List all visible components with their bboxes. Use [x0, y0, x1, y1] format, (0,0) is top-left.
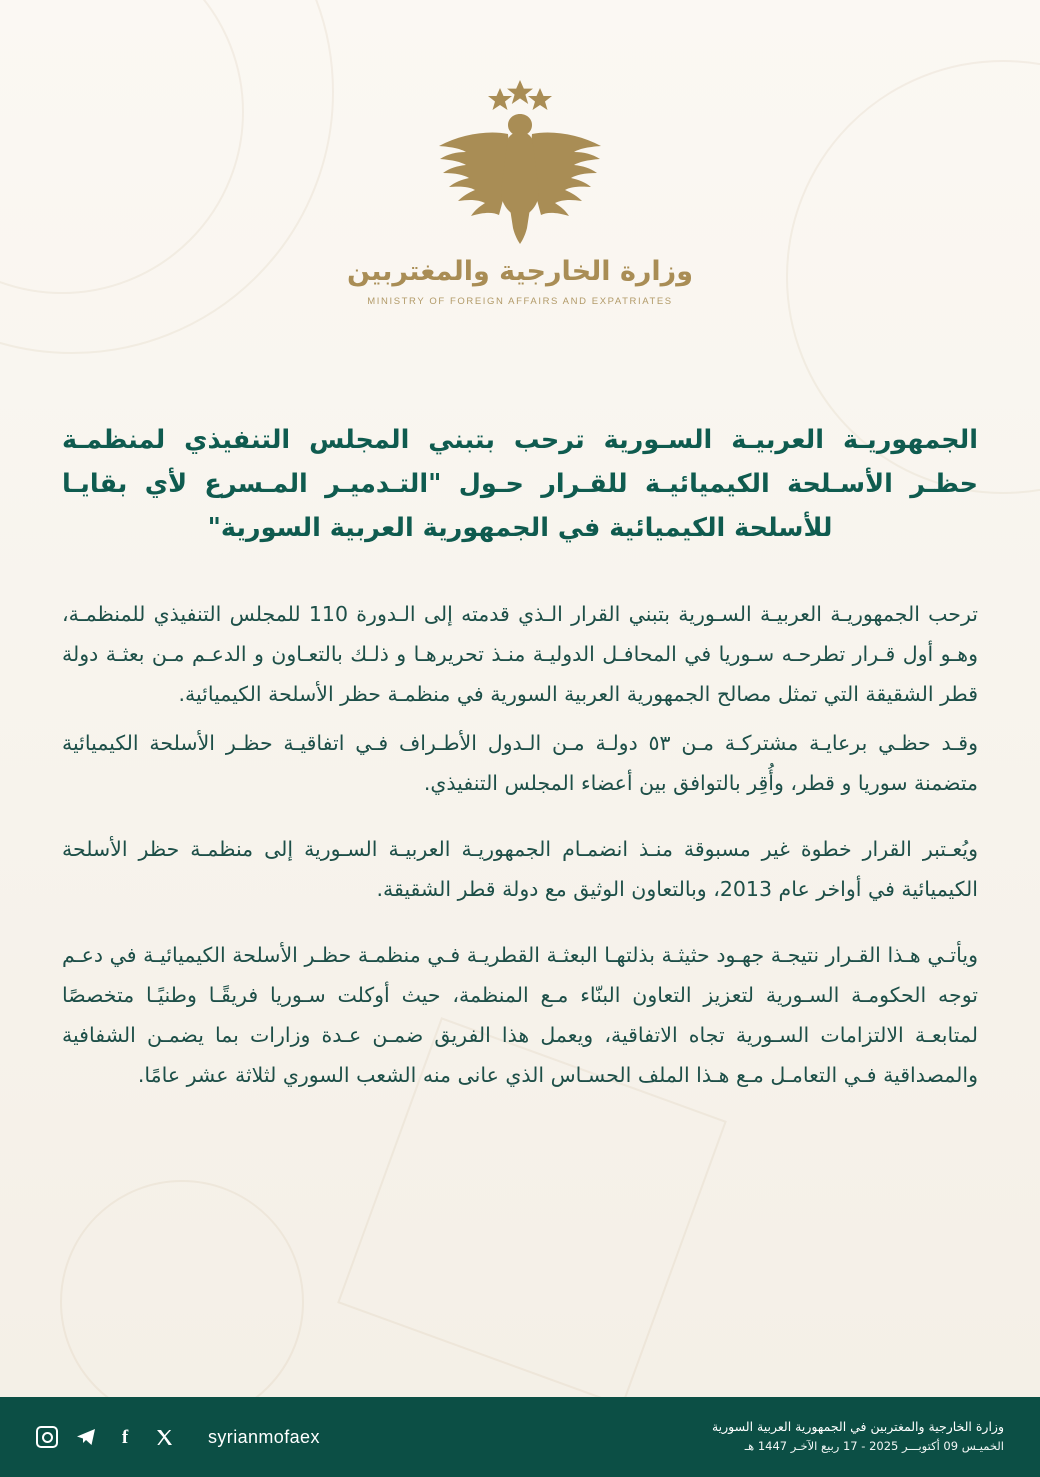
ministry-name-english: MINISTRY OF FOREIGN AFFAIRS AND EXPATRIATES — [367, 296, 673, 307]
document-body — [62, 595, 978, 1097]
telegram-icon[interactable] — [75, 1426, 97, 1448]
footer-text — [712, 1418, 1004, 1455]
x-glyph — [156, 1429, 173, 1446]
footer-date-line: الخميـس 09 أكتوبـــر 2025 - 17 ربيع الآخـر 1447 هـ — [744, 1439, 1004, 1454]
page-title: الجمهوريـة العربيـة السـورية ترحب بتبني المجلس التنفيذي لمنظمـة حظـر الأسـلحة الكيميائيـة للقـرار حـول "التـدميـر المـسرع لأي بقايـا للأسلحة الكيميائية في الجمهورية العربية السورية" — [62, 425, 978, 543]
document-content — [0, 419, 1040, 1096]
document-header — [0, 0, 1040, 307]
eagle-emblem — [405, 70, 635, 250]
decorative-watermark — [60, 1180, 304, 1424]
social-links[interactable] — [36, 1426, 320, 1448]
instagram-icon[interactable] — [36, 1426, 58, 1448]
paragraph-4: ويأتـي هـذا القـرار نتيجـة جهـود حثيثـة بذلتهـا البعثـة القطريـة فـي منظمـة حظـر الأسلحة الكيميائيـة في دعـم توجه الحكومـة السـورية لتعزيز التعاون البنّاء مـع المنظمة، حيث أوكلت سـوريا فريقًـا وطنيًـا متخصصًا لمتابعـة الالتزامات السـورية تجاه الاتفاقية، ويعمل هذا الفريق ضمـن عـدة وزارات بما يضمـن الشفافية والمصداقية فـي التعامـل مـع هـذا الملف الحسـاس الذي عانى منه الشعب السوري لثلاثة عشر عامًا. — [62, 943, 978, 1088]
paragraph-2: وقـد حظـي برعايـة مشتركـة مـن ٥٣ دولـة مـن الـدول الأطـراف فـي اتفاقيـة حظـر الأسلحة الكيميائية متضمنة سوريا و قطر، وأُقِر بالتوافق بين أعضاء المجلس التنفيذي. — [62, 731, 978, 796]
document-footer — [0, 1397, 1040, 1477]
social-handle[interactable]: syrianmofaex — [208, 1426, 320, 1447]
ministry-name-arabic: وزارة الخارجية والمغتربين — [346, 256, 694, 287]
paragraph-1: ترحب الجمهوريـة العربيـة السـورية بتبني القرار الـذي قدمته إلى الـدورة 110 للمجلس التنفيذي للمنظمـة، وهـو أول قـرار تطرحـه سـوريا في المحافـل الدوليـة منـذ تحريرهـا و ذلـك بالتعـاون و الدعـم مـن بعثـة دولة قطر الشقيقة التي تمثل مصالح الجمهورية العربية السورية في منظمـة حظر الأسلحة الكيميائية. — [62, 601, 978, 706]
telegram-glyph — [76, 1427, 96, 1447]
footer-ministry-line: وزارة الخارجية والمغتربين في الجمهورية العربية السورية — [711, 1419, 1004, 1435]
paragraph-3: ويُعـتبر القرار خطوة غير مسبوقة منـذ انضمـام الجمهوريـة العربيـة السـورية إلى منظمـة حظر الأسلحة الكيميائية في أواخر عام 2013، وبالتعاون الوثيق مع دولة قطر الشقيقة. — [62, 837, 978, 902]
facebook-icon[interactable]: f — [121, 1426, 129, 1448]
x-twitter-icon[interactable] — [153, 1426, 175, 1448]
